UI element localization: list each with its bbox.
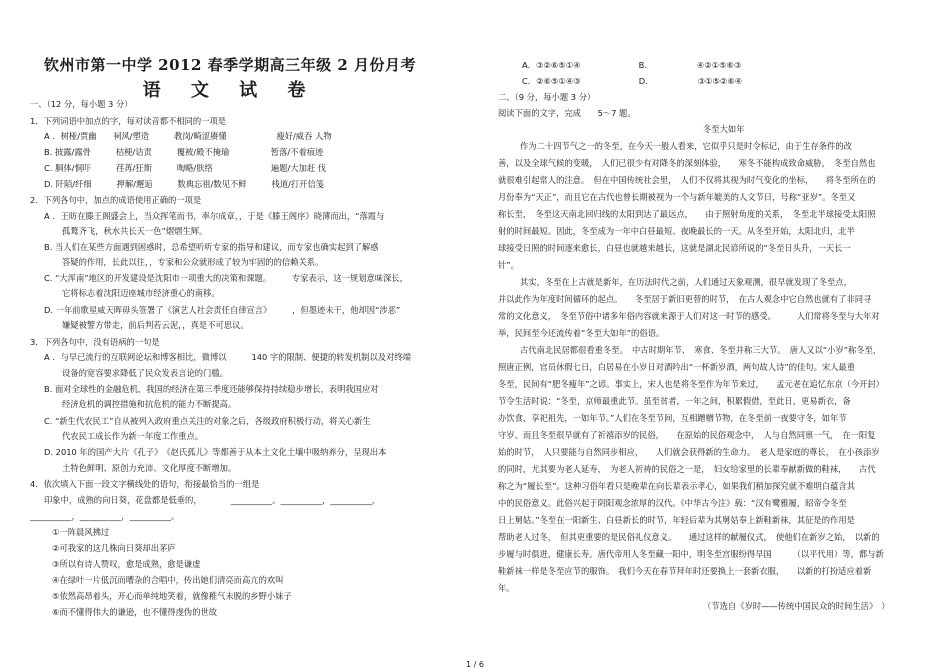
page-number: 1 / 6 [466,660,484,669]
text-line: 的同时，尤其要为老人延寿， 为老人祈祷的民俗之一是， 妇女给家里的长辈奉献新做的鞋袜， 古代 [498,464,876,474]
text-line: 鞋新袜一样是冬至应节的服饰。 我们今天在春节拜年时还要换上一套新衣服， 以新的打扮适应着新 [498,566,872,576]
text-line: 常的文化意义， 冬至节俗中诸多年俗内容就来源于人们对这一时节的感受。 人们常将冬至与大年对 [498,311,880,321]
text-line: 答疑的作用，长此以往，，专家和公众就形成了较为牢固的的信赖关系。 [62,257,324,267]
text-line: 月份奉为“天正”，而且它在古代也曾长期被视为一个与新年媲美的人文节日，号称“亚岁”。冬至又 [498,192,856,202]
text-line: 冬至，民间有“肥冬瘦年”之谚。事实上，宋人也是将冬至作为年节来过， 孟元老在追忆东京（今开封） [498,379,885,389]
text-line: 它将标志着沈阳迈座城市经济重心的南移。 [62,288,220,298]
text-line: 年。 [498,583,515,593]
text-line: 作为二十四节气之一的冬至，在今天一般人看来，它似乎只是时令标记，由于生存条件的改 [520,141,852,151]
text-line: 1．下列词语中加点的字，每对读音都不相同的一项是 [30,116,227,126]
text-line: ②可我家的这几株向日葵却出茅庐 [52,543,176,553]
text-line: 阅读下面的文字，完成 5～7 题。 [498,108,636,118]
text-line: C. 胴体/恫吓 荏苒/狂斯 啕略/肤络 遍题/大加赶 伐 [44,163,327,173]
text-line: ④在绿叶一片低沉而嘈杂的合唱中，传出她们清亮而高亢的欢叫 [52,575,284,585]
text-line: C. “新生代农民工”自从被列入政府重点关注的对象之后，各级政府积极行动，将关心新生 [44,416,371,426]
text-line: 印象中，成熟的向日葵，花盘都是低垂的， __________。__________，__________， [44,495,381,505]
text-line: 节令生活时说：“冬至，京师最重此节。虽至贫者，一年之间，积累假借，至此日，更易新衣，备 [498,396,851,406]
text-line: C．②⑥⑤①④③ D. ③①⑤②⑥④ [522,76,743,86]
text-line: 针”。 [498,260,519,270]
text-line: 始的时节， 人只要能与自然同步相应， 人们就会获得新的生命力。 老人是家庭的尊长， 在小孩添岁 [498,447,880,457]
text-line: 2．下列各句中，加点的成语使用正确的一项是 [30,195,202,205]
text-line: 4．依次填入下面一段文字横线处的语句，衔接最恰当的一组是 [30,479,260,489]
text-line: B. 面对全球性的金融危机，我国的经济在第三季度还能够保持持续稳步增长，表明我国应对 [44,384,379,394]
text-line: B. 当人们在某些方面遇到困惑时，总希望听听专家的指导和建议，而专家也确实起到了解惑 [44,242,379,252]
text-line: 设备的宽容要求降低了民众发表言论的门槛。 [62,368,228,378]
text-line: 日上舅姑。”冬至在一阳新生、白昼新长的时节，年轻后辈为其舅姑奉上新鞋新袜，其征是的作用是 [498,515,855,525]
text-line: 称长至， 冬至这天南北回归线的太阳到达了最远点， 由于照射角度的关系， 冬至北半球接受太阳照 [498,209,876,219]
text-line: A ．树桠/贾幽 祠风/塑造 教岗/畸涩赓懂 瘦好/威吞 人物 [44,131,332,141]
text-line: A ．与早已流行的互联网论坛和博客相比，微博以 140 字的限制、便捷的转发机制以及对终端 [44,352,411,362]
text-line: 并以此作为年度时间循环的起点。 冬至居于新旧更替的时节， 在古人观念中它自然也就有了非同寻 [498,294,872,304]
text-line: C. “大浑南”地区的开发建设是沈阳市一项重大的决策和课题。 专家表示，这一规划意味深长， [44,273,408,283]
exam-subtitle: 语 文 试 卷 [142,80,318,101]
text-line: ③所以有诗人赞叹，愈是成熟，愈是谦虚 [52,559,201,569]
text-line: D. 2010 年的国产大片《孔子》 《赵氏孤儿》等都善于从本土文化土壤中吸纳养分，呈现出本 [44,447,387,457]
text-line: 古代南北民居都很看重冬至。 中古时期年节、 寒食、冬至并称三大节。 唐人又以“小岁”称冬至， [520,345,882,355]
text-line: A．③②⑥⑤①④ B. ④②①⑤⑥③ [522,60,742,70]
text-line: D. 一年前歌星威天晖毋头签署了《演艺人社会责任自律宣言》 ，但墨迹未干，他却因“涉恶” [44,305,401,315]
text-line: 帮助老人过冬， 但其更重要的是民俗礼仪意义。 通过这样的献履仪式， 使他们在新岁之始， 以新的 [498,532,880,542]
text-line: 守岁。而且冬至很早就有了祈禧添岁的民俗， 在原始的民俗观念中， 人与自然同禀一气， 在一阳复 [498,430,876,440]
text-line: 二、（9 分，每小题 3 分） [498,92,596,102]
text-line: 孤鹜齐飞，秋水共长天一色”熠熠生辉。 [62,226,208,236]
text-line: ①一阵晨风拂过 [52,527,110,537]
text-line: 射的时间最短。因此，冬至成为一年中白昼最短、夜晚最长的一天。从冬至开始，太阳北归，北半 [498,226,855,236]
text-line: 称之为“履长至”。这种习俗年看只是晚辈在向长辈表示孝心，如果我们稍加探究就不难明白蕴含其 [498,481,856,491]
text-line: __________，__________，__________。 [30,511,180,521]
text-line: 其实，冬至在上古就是新年，在历法时代之前，人们通过天象观测，很早就发现了冬至点， [520,277,852,287]
text-line: 球接受日照的时间逐来愈长，白昼也就越来越长，这就是湖北民谚所说的“冬至日头升，一天长一 [498,243,851,253]
text-line: 冬至大如年 [703,124,745,134]
text-line: A ．王昉在滕王阁盛会上，当众挥笔而书，率尔成章，，于是《滕王阁序》晓薄而出，“落霞与 [44,211,385,221]
text-line: 举，民间至今还流传着“冬至大如年”的俗语。 [498,328,665,338]
exam-title: 钦州市第一中学 2012 春季学期高三年级 2 月份月考 [43,56,417,74]
text-line: 就很难引起常人的注意。 但在中国传统社会里， 人们不仅将其视为时气变化的坐标， 将冬至所在的 [498,175,876,185]
text-line: 土特色鲜明、原创力充沛、文化厚度不断增加。 [62,463,237,473]
text-line: 代农民工成长作为新一年度工作重点。 [62,431,204,441]
text-line: 嫌疑被警方带走，前后判若云泥，，真是不可思议。 [62,320,249,330]
text-line: 中的民俗意义。此俗兴起于阴阳观念浓厚的汉代。《中华古今注》载：“汉有鹭雅履，昭帝令冬至 [498,498,847,508]
text-line: 经济危机的调控措施和抗危机的能力不断提高。 [62,399,237,409]
text-line: 办饮食，享祀祖先，一如年节。”人们在冬至节间，互相蹭赠节物，在冬至前一夜要守冬，如年节 [498,413,847,423]
text-line: （节选自《岁时——传统中国民众的时间生活》 ） [703,601,890,611]
text-line: 步履与时俱进，健康长寿。唐代帝用人冬至藏一阳中，明冬至宫服纷得早国 （以平代用）等，都与新 [498,549,884,559]
text-line: 善，以及全球气候的变暖， 人们已很少有对降冬的深刻体验， 寒冬不能构成致命威胁， 冬至自然也 [498,158,876,168]
text-line: 3．下列各句中，没有语病的一句是 [30,337,160,347]
text-line: 照唐正例，官员休假七日，白居易在小岁日对酒吟出“一杯新岁酒，两句故人诗”的佳句。宋人最重 [498,362,856,372]
text-line: ⑤依然高昂着头，开心而单纯地笑着，就像稚气未脱的乡野小妹子 [52,591,292,601]
text-line: 一、（12 分，每小题 3 分） [30,99,133,109]
text-line: D. 阡陌/纤细 押解/邂逅 数典忘祖/数见不鲜 栈道/打开信笺 [44,179,325,189]
text-line: ⑥而不懂得伟大的谦逊，也不懂得虔伪的世故 [52,607,218,617]
text-line: B. 披露/露骨 桔梗/诘责 覆被/殿不掩瑜 暂落/不着痕迹 [44,147,324,157]
